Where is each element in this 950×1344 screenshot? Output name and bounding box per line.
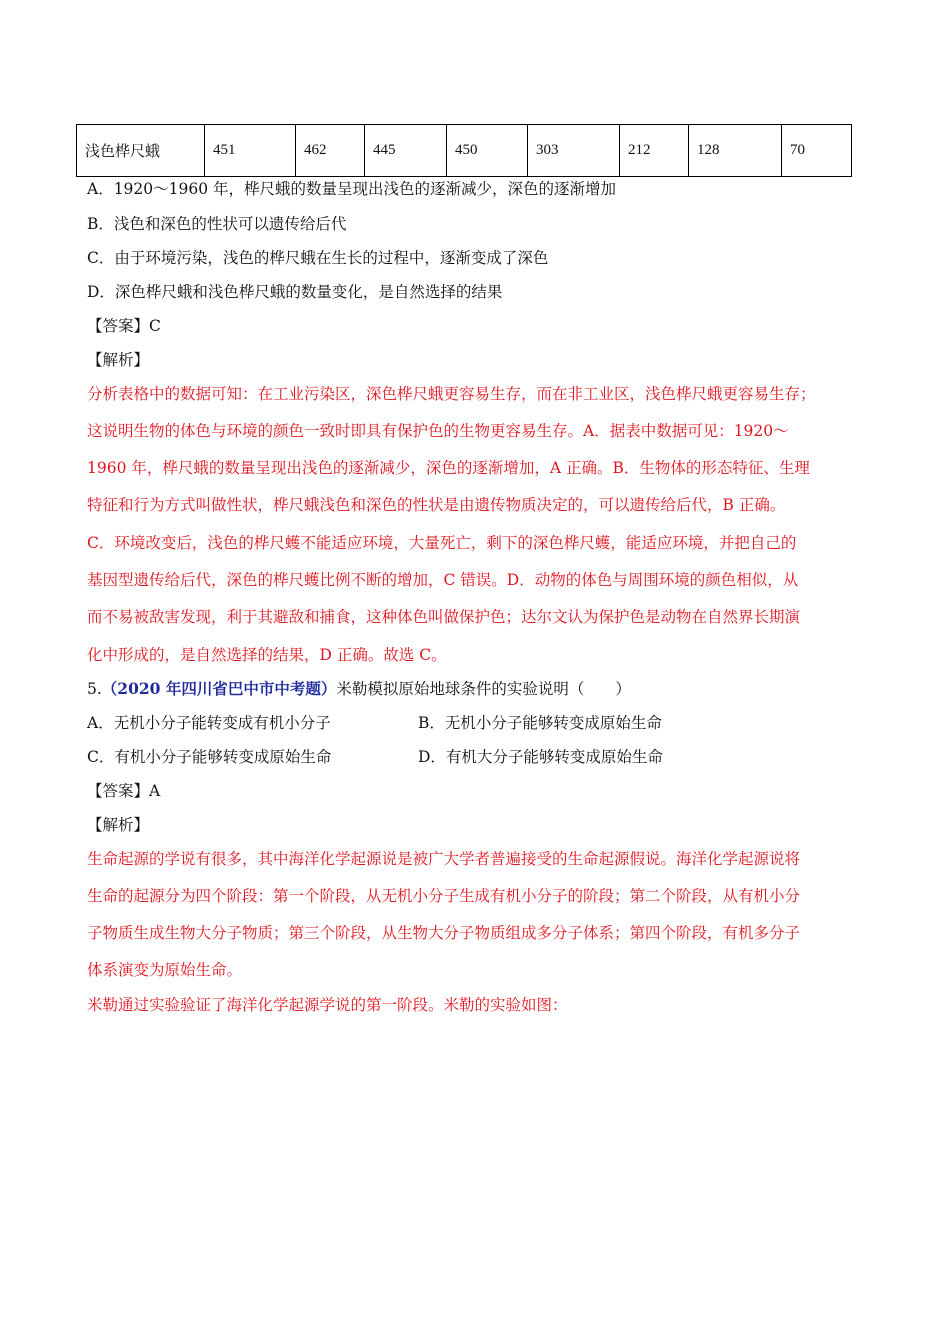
q5-analysis-line: 米勒通过实验验证了海洋化学起源学说的第一阶段。米勒的实验如图： — [87, 996, 568, 1014]
table-cell: 浅色桦尺蛾 — [77, 125, 205, 177]
table-cell: 462 — [296, 125, 365, 177]
q4-analysis-line: 而不易被敌害发现，利于其避敌和捕食，这种体色叫做保护色；达尔文认为保护色是动物在自然界长期演 — [87, 608, 801, 626]
q5-number: 5. — [87, 680, 102, 698]
q5-option-d: D．有机大分子能够转变成原始生命 — [418, 748, 663, 766]
q4-analysis-label: 【解析】 — [87, 351, 150, 369]
q4-answer: 【答案】C — [87, 317, 161, 335]
q5-option-a: A．无机小分子能转变成有机小分子 — [87, 714, 331, 732]
table-cell: 451 — [205, 125, 296, 177]
q4-option-c: C．由于环境污染，浅色的桦尺蛾在生长的过程中，逐渐变成了深色 — [87, 249, 549, 267]
table-cell: 70 — [782, 125, 852, 177]
table-cell: 303 — [528, 125, 620, 177]
q5-analysis-line: 体系演变为原始生命。 — [87, 961, 243, 979]
table-cell: 445 — [365, 125, 447, 177]
table-cell: 128 — [689, 125, 782, 177]
q5-answer: 【答案】A — [87, 782, 161, 800]
q4-option-b: B．浅色和深色的性状可以遗传给后代 — [87, 215, 347, 233]
q4-analysis-line: 1960 年，桦尺蛾的数量呈现出浅色的逐渐减少，深色的逐渐增加，A 正确。B．生物体的形态特征、生理 — [87, 459, 810, 477]
q4-analysis-line: 基因型遗传给后代，深色的桦尺蠖比例不断的增加，C 错误。D．动物的体色与周围环境的颜色相似，从 — [87, 571, 799, 589]
q5-analysis-line: 生命的起源分为四个阶段：第一个阶段，从无机小分子生成有机小分子的阶段；第二个阶段，从有机小分 — [87, 887, 801, 905]
moth-count-table — [76, 124, 852, 177]
table-cell: 212 — [620, 125, 689, 177]
table-cell: 450 — [447, 125, 528, 177]
q4-analysis-line: 分析表格中的数据可知：在工业污染区，深色桦尺蛾更容易生存，而在非工业区，浅色桦尺蛾更容易生存； — [87, 385, 816, 403]
q4-option-a: A．1920～1960 年，桦尺蛾的数量呈现出浅色的逐渐减少，深色的逐渐增加 — [87, 180, 617, 198]
q4-analysis-line: 特征和行为方式叫做性状，桦尺蛾浅色和深色的性状是由遗传物质决定的，可以遗传给后代，B 正确。 — [87, 496, 786, 514]
q4-analysis-line: 化中形成的，是自然选择的结果，D 正确。故选 C。 — [87, 646, 447, 664]
q4-analysis-line: 这说明生物的体色与环境的颜色一致时即具有保护色的生物更容易生存。A．据表中数据可见：1920～ — [87, 422, 789, 440]
q5-question: 米勒模拟原始地球条件的实验说明（ ） — [336, 680, 631, 698]
q5-option-b: B．无机小分子能够转变成原始生命 — [418, 714, 662, 732]
q4-analysis-line: C．环境改变后，浅色的桦尺蠖不能适应环境，大量死亡，剩下的深色桦尺蠖，能适应环境，并把自己的 — [87, 534, 797, 552]
q5-option-c: C．有机小分子能够转变成原始生命 — [87, 748, 332, 766]
q5-stem — [87, 679, 631, 699]
q5-analysis-label: 【解析】 — [87, 816, 150, 834]
q5-analysis-line: 子物质生成生物大分子物质；第三个阶段，从生物大分子物质组成多分子体系；第四个阶段，有机多分子 — [87, 924, 801, 942]
q5-source: （2020 年四川省巴中市中考题） — [101, 679, 337, 698]
q5-analysis-line: 生命起源的学说有很多，其中海洋化学起源说是被广大学者普遍接受的生命起源假说。海洋化学起源说将 — [87, 850, 801, 868]
table-row — [77, 125, 852, 177]
q4-option-d: D．深色桦尺蛾和浅色桦尺蛾的数量变化，是自然选择的结果 — [87, 283, 503, 301]
